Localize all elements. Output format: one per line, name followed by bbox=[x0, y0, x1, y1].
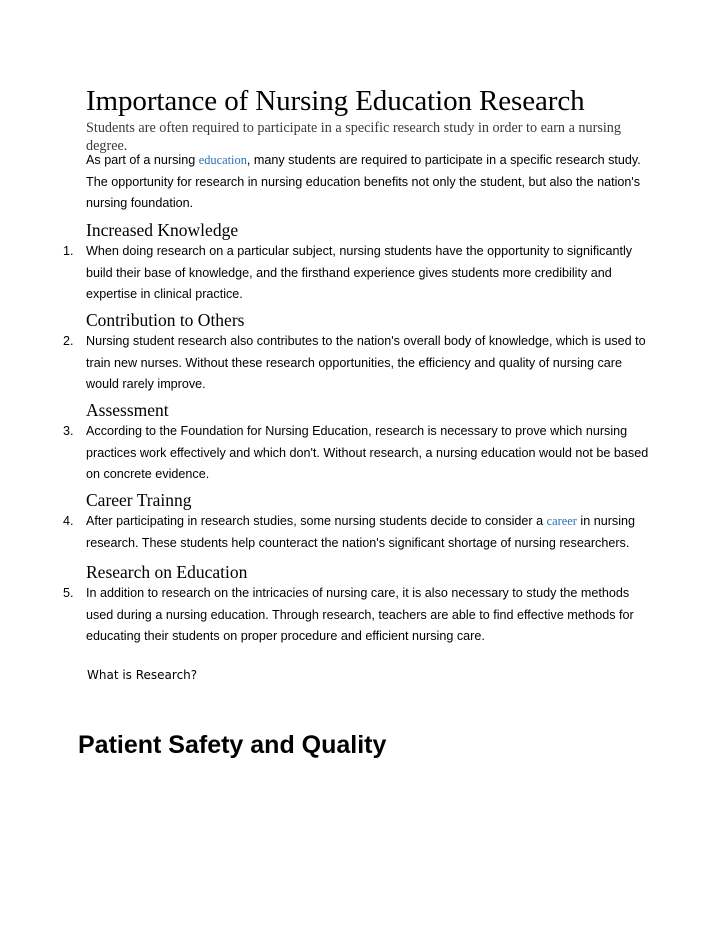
list-number-2: 2. bbox=[63, 334, 74, 348]
intro-paragraph bbox=[86, 150, 651, 215]
list-number-5: 5. bbox=[63, 586, 74, 600]
article-subtitle: Students are often required to participate in a specific research study in order to earn a nursing degree. bbox=[86, 120, 621, 154]
section-text-career bbox=[86, 511, 651, 554]
section-text-research-on-education: In addition to research on the intricacies of nursing care, it is also necessary to study the methods used during a nursing education. Through research, teachers are able to find effective methods for educating their students on proper procedure and efficient nursing care. bbox=[86, 586, 634, 643]
section-text-assessment: According to the Foundation for Nursing Education, research is necessary to prove which nursing practices work effectively and which don't. Without research, a nursing education would not be based on concrete evidence. bbox=[86, 424, 649, 481]
list-number-4: 4. bbox=[63, 514, 74, 528]
education-link[interactable]: education bbox=[198, 153, 247, 167]
section-heading-research-on-education: Research on Education bbox=[86, 562, 248, 582]
list-number-3: 3. bbox=[63, 424, 74, 438]
section-heading-assessment: Assessment bbox=[86, 400, 169, 420]
section-heading-contribution: Contribution to Others bbox=[86, 310, 245, 330]
list-number-1: 1. bbox=[63, 244, 74, 258]
section-heading-increased-knowledge: Increased Knowledge bbox=[86, 220, 239, 240]
career-text-end: in nursing research. These students help counteract the nation's significant shortage of nursing researchers. bbox=[86, 514, 635, 550]
section-heading-career: Career Trainng bbox=[86, 490, 192, 510]
next-section-title: Patient Safety and Quality bbox=[78, 731, 387, 759]
intro-text-end: , many students are required to participate in a specific research study. The opportunity for research in nursing education benefits not only the student, but also the nation's nursing foundation. bbox=[86, 153, 641, 210]
section-text-contribution: Nursing student research also contributes to the nation's overall body of knowledge, which is used to train new nurses. Without these research opportunities, the efficiency and quality of nursing care would rarely improve. bbox=[86, 334, 646, 391]
what-is-research-text: What is Research? bbox=[87, 668, 198, 682]
intro-text-start: As part of a nursing bbox=[86, 153, 199, 167]
career-link[interactable]: career bbox=[546, 514, 577, 528]
section-text-increased-knowledge: When doing research on a particular subject, nursing students have the opportunity to significantly build their base of knowledge, and the firsthand experience gives students more credibility and expertise in clinical practice. bbox=[86, 244, 633, 301]
page-title: Importance of Nursing Education Research bbox=[86, 85, 585, 117]
career-text-start: After participating in research studies, some nursing students decide to consider a bbox=[86, 514, 547, 528]
